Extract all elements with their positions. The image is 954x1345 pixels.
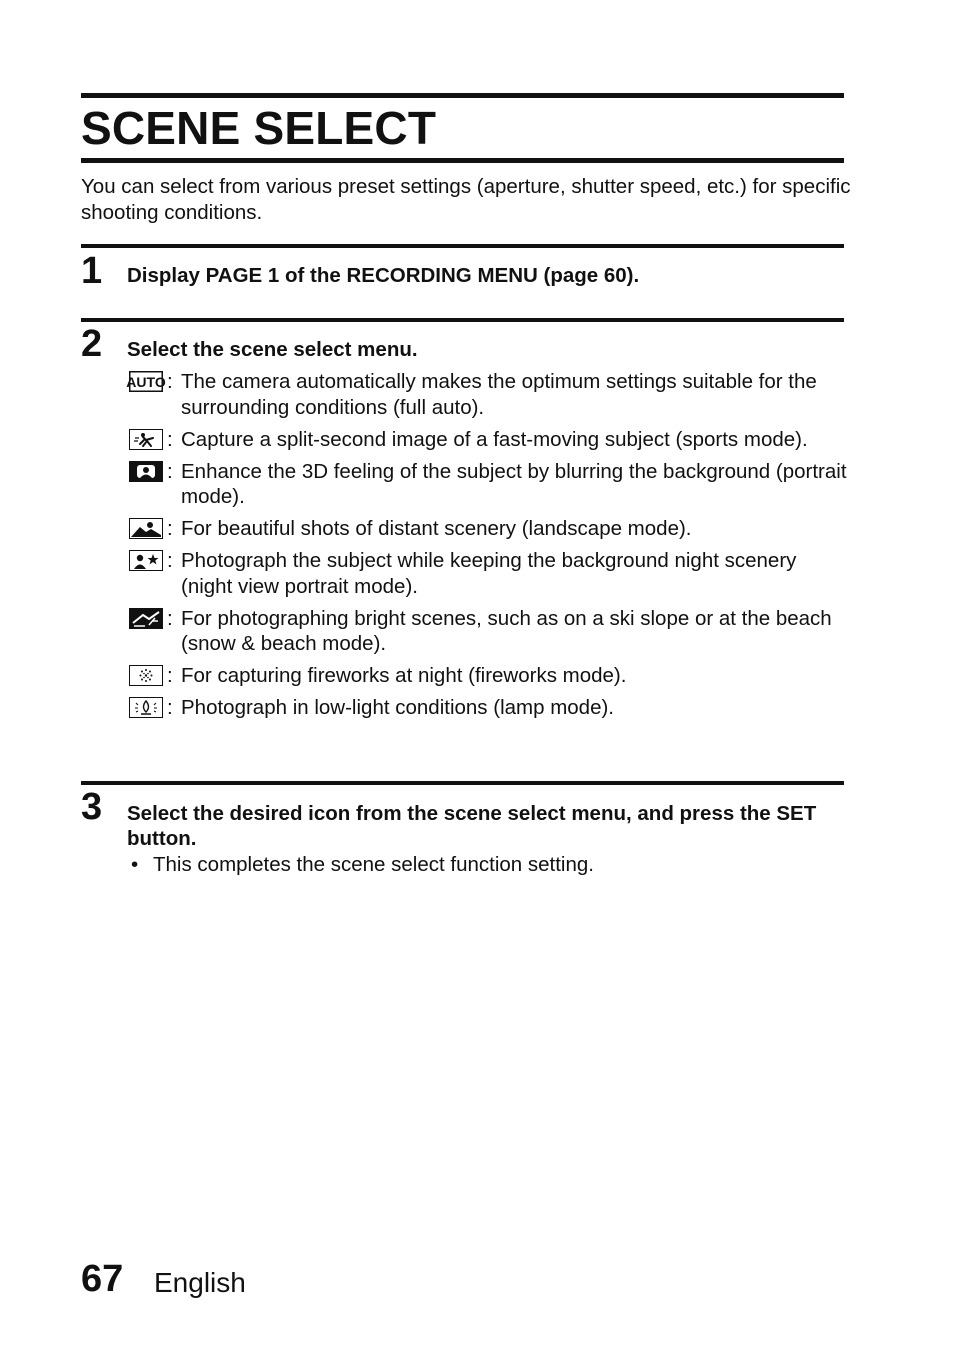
- mode-description: The camera automatically makes the optimum settings suitable for the surrounding conditions (full auto).: [181, 370, 817, 419]
- step-3-heading: Select the desired icon from the scene select menu, and press the SET button.: [127, 802, 817, 850]
- fireworks-mode-icon: [129, 665, 163, 686]
- mode-item: [127, 548, 847, 599]
- mode-colon: :: [167, 606, 173, 630]
- mode-item: [127, 516, 847, 542]
- step-1-heading: Display PAGE 1 of the RECORDING MENU (page 60).: [127, 264, 640, 287]
- portrait-mode-icon: [129, 461, 163, 482]
- mode-colon: :: [167, 696, 173, 719]
- step-2-rule: [81, 318, 844, 322]
- lamp-mode-icon: [129, 697, 163, 718]
- mode-colon: :: [167, 459, 173, 483]
- mode-item: [127, 369, 847, 420]
- mode-item: [127, 695, 847, 721]
- mode-colon: :: [167, 427, 173, 451]
- bullet-symbol: •: [131, 853, 139, 876]
- title-top-rule: [81, 93, 844, 98]
- step-3-number: 3: [81, 786, 103, 828]
- mode-colon: :: [167, 549, 173, 572]
- step-1-number: 1: [81, 250, 103, 292]
- mode-description: For capturing fireworks at night (fireworks mode).: [181, 664, 627, 687]
- intro-paragraph: You can select from various preset settings (aperture, shutter speed, etc.) for specific shooting conditions.: [81, 175, 851, 224]
- mode-description: Capture a split-second image of a fast-moving subject (sports mode).: [181, 427, 808, 451]
- mode-item: [127, 427, 847, 453]
- mode-item: [127, 606, 847, 657]
- night-portrait-mode-icon: [129, 550, 163, 571]
- step-2-heading: Select the scene select menu.: [127, 338, 418, 361]
- step-3-bullet: [131, 852, 594, 877]
- step-3-rule: [81, 781, 844, 785]
- page-language: English: [154, 1267, 246, 1298]
- step-1-rule: [81, 244, 844, 248]
- mode-description: For photographing bright scenes, such as on a ski slope or at the beach (snow & beach mode).: [181, 606, 832, 655]
- mode-item: [127, 459, 847, 510]
- mode-description: Photograph the subject while keeping the background night scenery (night view portrait mode).: [181, 549, 797, 598]
- auto-mode-icon: [126, 371, 166, 392]
- scene-mode-list: [127, 369, 847, 727]
- mode-colon: :: [167, 370, 173, 393]
- step-2-number: 2: [81, 323, 103, 365]
- bullet-text: This completes the scene select function setting.: [153, 853, 594, 876]
- title-bottom-rule: [81, 158, 844, 163]
- sports-mode-icon: [129, 429, 163, 450]
- svg-text:AUTO: AUTO: [126, 374, 166, 390]
- mode-colon: :: [167, 517, 173, 540]
- snow-beach-mode-icon: [129, 608, 163, 629]
- mode-description: Photograph in low-light conditions (lamp mode).: [181, 696, 615, 719]
- mode-colon: :: [167, 664, 173, 687]
- landscape-mode-icon: [129, 518, 163, 539]
- page-title: SCENE SELECT: [81, 102, 437, 154]
- mode-description: Enhance the 3D feeling of the subject by blurring the background (portrait mode).: [181, 459, 847, 508]
- page-number: 67: [81, 1258, 124, 1300]
- mode-description: For beautiful shots of distant scenery (landscape mode).: [181, 517, 692, 540]
- mode-item: [127, 663, 847, 689]
